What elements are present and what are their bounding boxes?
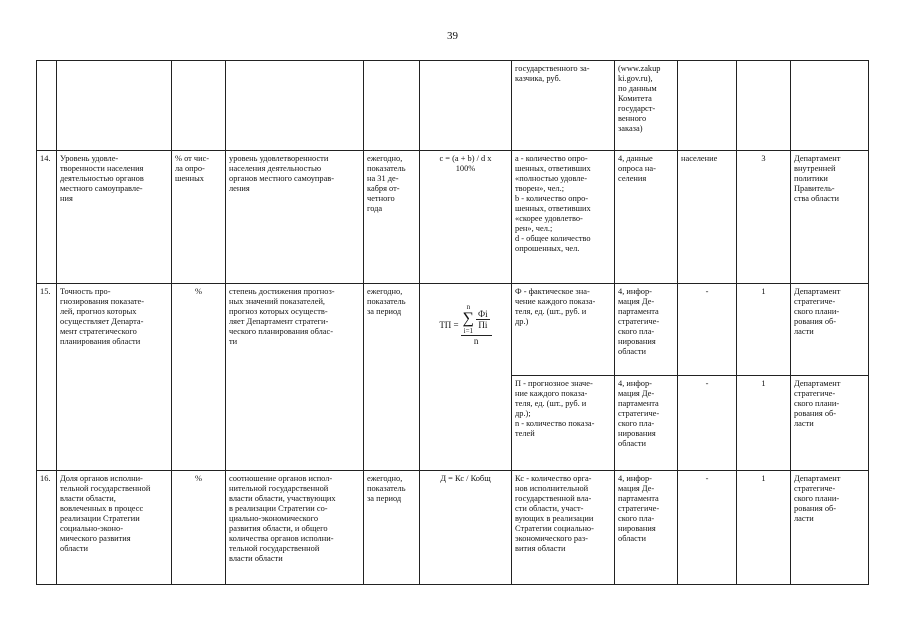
table-row (37, 284, 869, 376)
cell-method: 1 (737, 471, 791, 585)
cell-responsible: Департамент стратегиче- ского плани- рования об- ласти (791, 284, 869, 376)
table-row (37, 471, 869, 585)
cell-disaggregation: население (678, 151, 737, 284)
table-row (37, 151, 869, 284)
cell-disaggregation (678, 61, 737, 151)
cell-num: 14. (37, 151, 57, 284)
cell-unit (172, 61, 226, 151)
cell-responsible (791, 61, 869, 151)
cell-definition (226, 61, 364, 151)
cell-unit: % (172, 284, 226, 471)
formula-outer-fraction (461, 303, 492, 346)
page-number: 39 (447, 30, 458, 42)
cell-source: 4, инфор- мация Де- партамента стратегиче- ского пла- нирования области (615, 376, 678, 471)
cell-period: ежегодно, показатель на 31 де- кабря от- четного года (364, 151, 420, 284)
cell-num (37, 61, 57, 151)
cell-responsible: Департамент стратегиче- ского плани- рования об- ласти (791, 376, 869, 471)
cell-definition: степень достижения прогноз- ных значений показателей, прогноз которых осуществ- ляет Департамент стратеги- ческого планирования облас- ти (226, 284, 364, 471)
cell-method: 3 (737, 151, 791, 284)
sum-symbol (463, 303, 474, 335)
cell-name: Доля органов исполни- тельной государственной власти области, вовлеченных в процесс реализации Стратегии социально-эконо- мического развития области (57, 471, 172, 585)
cell-formula: c = (a + b) / d x 100% (420, 151, 512, 284)
cell-method (737, 61, 791, 151)
table-row-continuation (37, 61, 869, 151)
cell-definition: соотношение органов испол- нительной государственной власти области, участвующих в реализации Стратегии со- циально-экономического развития области, и общего количества органов исполни- тельной государственной власти области (226, 471, 364, 585)
cell-method: 1 (737, 284, 791, 376)
cell-period (364, 61, 420, 151)
cell-name (57, 61, 172, 151)
cell-num: 15. (37, 284, 57, 471)
formula-lhs: ТП = (439, 319, 459, 330)
formula-denominator: n (473, 336, 479, 346)
cell-params: П - прогнозное значе- ние каждого показа- теля, ед. (шт., руб. и др.); n - количество показа- телей (512, 376, 615, 471)
cell-params: Кс - количество орга- нов исполнительной государственной вла- сти области, участ- вующих в реализации Стратегии социально- экономического раз- вития области (512, 471, 615, 585)
forecast-accuracy-formula (423, 297, 508, 346)
cell-formula: Д = Кс / Кобщ (420, 471, 512, 585)
cell-formula (420, 61, 512, 151)
cell-source: 4, данные опроса на- селения (615, 151, 678, 284)
cell-method: 1 (737, 376, 791, 471)
cell-period: ежегодно, показатель за период (364, 471, 420, 585)
cell-params: Ф - фактическое зна- чение каждого показа- теля, ед. (шт., руб. и др.) (512, 284, 615, 376)
sum-upper-limit: n (466, 303, 471, 311)
cell-name: Точность про- гнозирования показате- лей, прогноз которых осуществляет Департа- мент стратегического планирования области (57, 284, 172, 471)
indicators-table (36, 60, 869, 585)
cell-period: ежегодно, показатель за период (364, 284, 420, 471)
sum-lower-limit: i=1 (463, 327, 474, 335)
cell-name: Уровень удовле- творенности населения деятельностью органов местного самоуправле- ния (57, 151, 172, 284)
cell-definition: уровень удовлетворенности населения деятельностью органов местного самоуправ- ления (226, 151, 364, 284)
cell-source: (www.zakup ki.gov.ru), по данным Комитета государст- венного заказа) (615, 61, 678, 151)
cell-source: 4, инфор- мация Де- партамента стратегиче- ского пла- нирования области (615, 284, 678, 376)
cell-disaggregation: - (678, 471, 737, 585)
inner-numerator: Фi (478, 308, 488, 319)
formula-inner-fraction (476, 309, 490, 330)
cell-params: государственного за- казчика, руб. (512, 61, 615, 151)
cell-responsible: Департамент стратегиче- ского плани- рования об- ласти (791, 471, 869, 585)
cell-source: 4, инфор- мация Де- партамента стратегиче- ского пла- нирования области (615, 471, 678, 585)
cell-unit: % (172, 471, 226, 585)
cell-responsible: Департамент внутренней политики Правитель- ства области (791, 151, 869, 284)
sigma-icon: ∑ (462, 310, 475, 327)
cell-disaggregation: - (678, 376, 737, 471)
cell-unit: % от чис- ла опро- шенных (172, 151, 226, 284)
inner-denominator: Пi (478, 319, 488, 330)
cell-params: a - количество опро- шенных, ответивших «полностью удовле- творен», чел.; b - количество опро- шенных, ответивших «скорее удовлетво- рен», чел.; d - общее количество опрошенных, чел. (512, 151, 615, 284)
cell-formula (420, 284, 512, 471)
cell-disaggregation: - (678, 284, 737, 376)
formula-numerator (461, 303, 492, 336)
cell-num: 16. (37, 471, 57, 585)
